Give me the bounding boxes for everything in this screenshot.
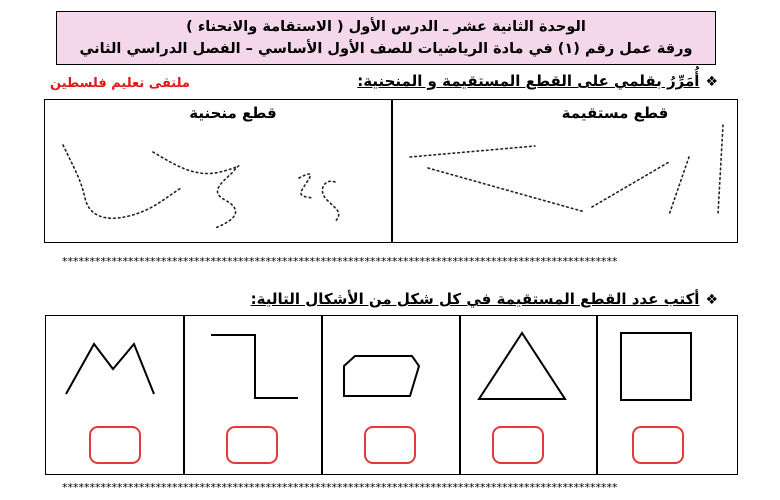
instruction-trace-lines [357, 72, 718, 90]
worksheet-header [56, 11, 716, 65]
star-separator: ***************************************************************************************************** [62, 256, 618, 268]
diamond-bullet-icon: ❖ [705, 74, 718, 90]
answer-box-triangle[interactable] [492, 426, 544, 464]
answer-box-m-shape[interactable] [89, 426, 141, 464]
instruction-count-segments [251, 290, 718, 308]
straight-segment-2[interactable] [428, 168, 585, 212]
curved-segment-2[interactable] [153, 152, 239, 228]
straight-segment-5[interactable] [718, 125, 723, 214]
shapes-count-box [45, 315, 738, 475]
square-shape [621, 333, 691, 400]
header-title-line: الوحدة الثانية عشر ـ الدرس الأول ( الاستقامة والانحناء ) [186, 19, 586, 35]
house-pentagon-shape [344, 356, 419, 396]
answer-box-pentagon[interactable] [364, 426, 416, 464]
answer-box-square[interactable] [632, 426, 684, 464]
star-separator: ***************************************************************************************************** [62, 482, 618, 494]
m-shape [66, 344, 154, 394]
site-name: ملتقى تعليم فلسطين [50, 76, 190, 91]
curved-segments-title: قطع منحنية [189, 104, 277, 122]
step-shape [211, 335, 298, 398]
answer-box-step-shape[interactable] [226, 426, 278, 464]
header-subtitle-line: ورقة عمل رقم (١) في مادة الرياضيات للصف الأول الأساسي – الفصل الدراسي الثاني [79, 41, 693, 57]
straight-segment-3[interactable] [592, 162, 669, 207]
straight-segment-4[interactable] [669, 157, 689, 215]
triangle-shape [479, 333, 565, 399]
dotted-segments-drawing[interactable] [45, 100, 739, 244]
curved-segment-4[interactable] [322, 181, 338, 222]
instruction-text: أُمَرِّرُ بقلمي على القطع المستقيمة و المنحنية: [357, 72, 700, 90]
straight-segment-1[interactable] [410, 146, 535, 157]
trace-lines-box [44, 99, 738, 243]
straight-segments-title: قطع مستقيمة [561, 104, 669, 122]
instruction-text: أكتب عدد القطع المستقيمة في كل شكل من الأشكال التالية: [250, 290, 700, 308]
curved-segment-1[interactable] [63, 145, 181, 218]
curved-segment-3[interactable] [299, 174, 313, 198]
diamond-bullet-icon: ❖ [705, 292, 718, 308]
